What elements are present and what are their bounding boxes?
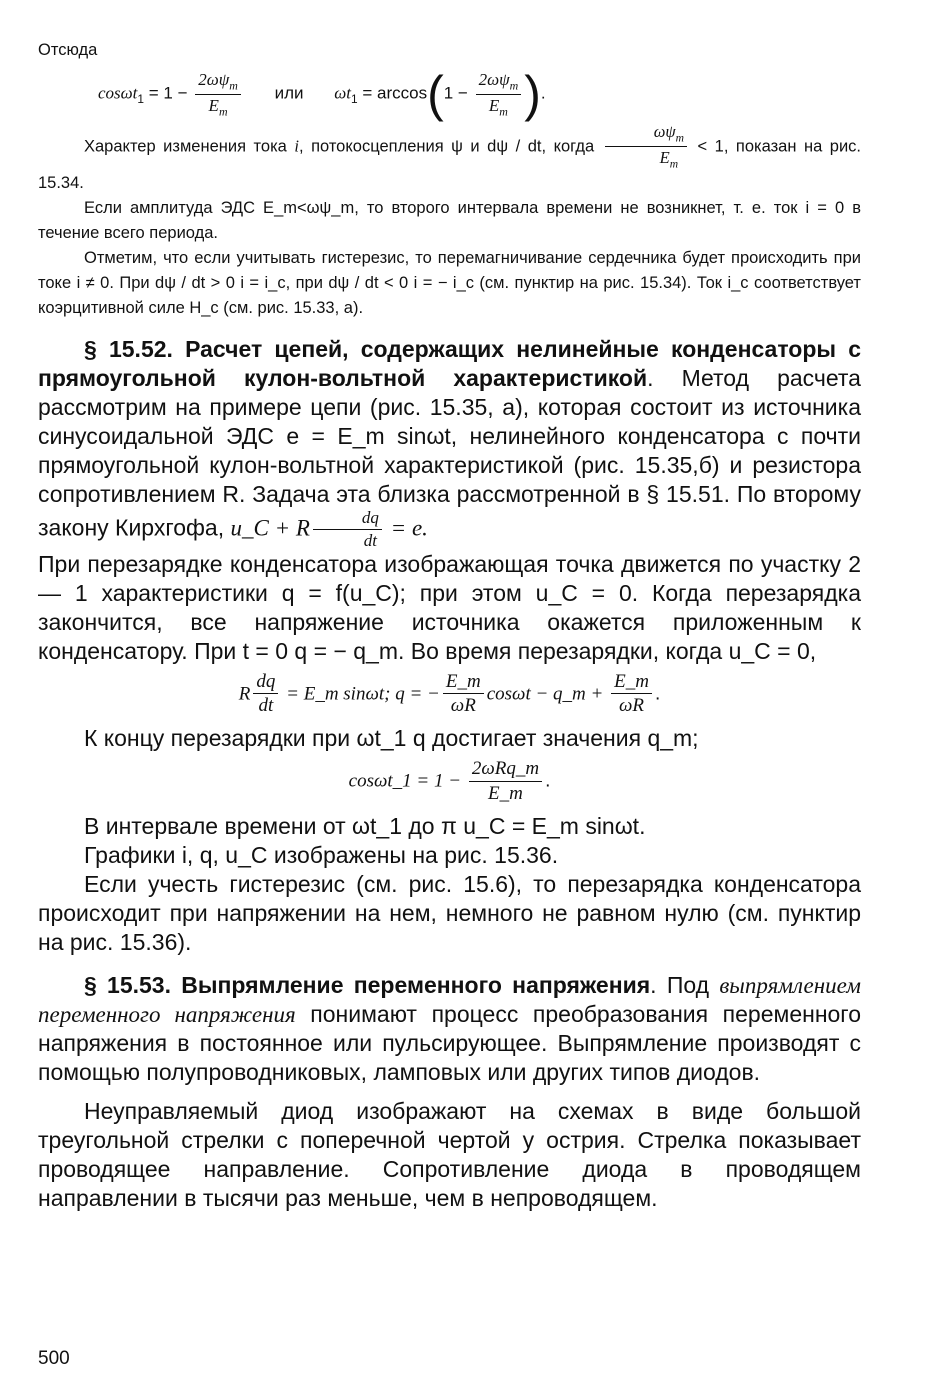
paragraph-hysteresis-2: Если учесть гистерезис (см. рис. 15.6), то перезарядка конденсатора происходит при напряжении на нем, немного не равном нулю (см. пунктир на рис. 15.36). (38, 871, 861, 956)
fraction: $\frac{E\_m}{\omega R}$ (611, 672, 652, 717)
formula-cos-omega-t1: cosωt$_1$ = 1 − $\frac{2\omega\psi_m}{E_m}$ или $\omega t_1 = \arccos(1$ − $\frac{2\omega\psi_m}{E_m}$ ). (98, 66, 546, 122)
page-number: 500 (38, 1348, 70, 1369)
paragraph-character: Характер изменения тока i, потокосцепления ψ и dψ / dt, когда $\frac{\omega\psi_m}{E_m}$ < 1, показан на рис. 15.34. (38, 122, 862, 192)
fraction: $\frac{2\omega\psi_m}{E_m}$ (195, 71, 241, 118)
fraction: $\frac{2\omega\psi_m}{E_m}$ (476, 71, 522, 118)
main-text-block (38, 335, 861, 1213)
paragraph-diode: Неуправляемый диод изображают на схемах в виде большой треугольной стрелки с поперечной чертой у острия. Стрелка показывает проводящее направление. Сопротивление диода в проводящем направлении в тысячи раз меньше, чем в непроводящем. (38, 1098, 861, 1212)
paragraph-hysteresis: Отметим, что если учитывать гистерезис, то перемагничивание сердечника будет происходить при токе i ≠ 0. При dψ / dt > 0 i = i_c, при dψ / dt < 0 i = − i_c (см. пунктир на рис. 15.34). Ток i_c соответствует коэрцитивной силе H_c (см. рис. 15.33, а). (38, 248, 861, 317)
paragraph-recharge: При перезарядке конденсатора изображающая точка движется по участку 2 — 1 характеристики q = f(u_C); при этом u_C = 0. Когда перезарядка закончится, все напряжение источника окажется приложенным к конденсатору. При t = 0 q = − q_m. Во время перезарядки, когда u_C = 0, (38, 550, 861, 664)
section-heading: § 15.53. Выпрямление переменного напряжения (84, 972, 651, 999)
fraction: $\frac{dq}{dt}$ (253, 672, 278, 717)
upper-text-block (38, 38, 861, 321)
paragraph-graphs: Графики i, q, u_C изображены на рис. 15.36. (84, 842, 559, 869)
paragraph-end-of-recharge: К концу перезарядки при ωt_1 q достигает значения q_m; (84, 725, 699, 752)
section-15-53: § 15.53. Выпрямление переменного напряжения. Под выпрямлением переменного напряжения понимают процесс преобразования переменного напряжения в постоянное или пульсирующее. Выпрямление производят с помощью полупроводниковых, ламповых или других типов диодов. (38, 972, 861, 1086)
fraction: $\frac{\text{2ωRq\_m}}{E\_m}$ (469, 759, 542, 804)
fraction: $\frac{dq}{dt}$ (313, 509, 382, 550)
paragraph-interval: В интервале времени от ωt_1 до π u_C = E_m sinωt. (84, 813, 646, 840)
fraction: $\frac{\omega\psi_m}{E_m}$ (605, 123, 687, 171)
paragraph-amplitude: Если амплитуда ЭДС E_m<ωψ_m, то второго интервала времени не возникнет, т. е. ток i = 0 в течение всего периода. (38, 198, 861, 242)
formula-cos-omega-t1-recharge: cosωt_1 = 1 − $\frac{\text{2ωRq\_m}}{E\_m}$ . (348, 758, 551, 805)
formula-recharge: R $\frac{dq}{dt}$ = E_m sinωt; q = − $\frac{E\_m}{\omega R}$ cosωt − q_m + $\frac{E\_m}{\omega R}$ . (238, 670, 661, 717)
section-15-52: § 15.52. Расчет цепей, содержащих нелинейные конденсаторы с прямоугольной кулон-вольтной характеристикой. Метод расчета рассмотрим на примере цепи (рис. 15.35, а), которая состоит из источника синусоидальной ЭДС e = E_m sinωt, нелинейного конденсатора с почти прямоугольной кулон-вольтной характеристикой (рис. 15.35,б) и резистора сопротивлением R. Задача эта близка рассмотренной в § 15.51. По второму закону Кирхгофа, u_C + R $\frac{dq}{dt}$ = e. (38, 335, 861, 550)
fraction: $\frac{E\_m}{\omega R}$ (443, 672, 484, 717)
section-heading: § 15.52. Расчет цепей, содержащих нелинейные конденсаторы с прямоугольной кулон-вольтной характеристикой (38, 335, 861, 391)
intro-word: Отсюда (38, 41, 98, 59)
